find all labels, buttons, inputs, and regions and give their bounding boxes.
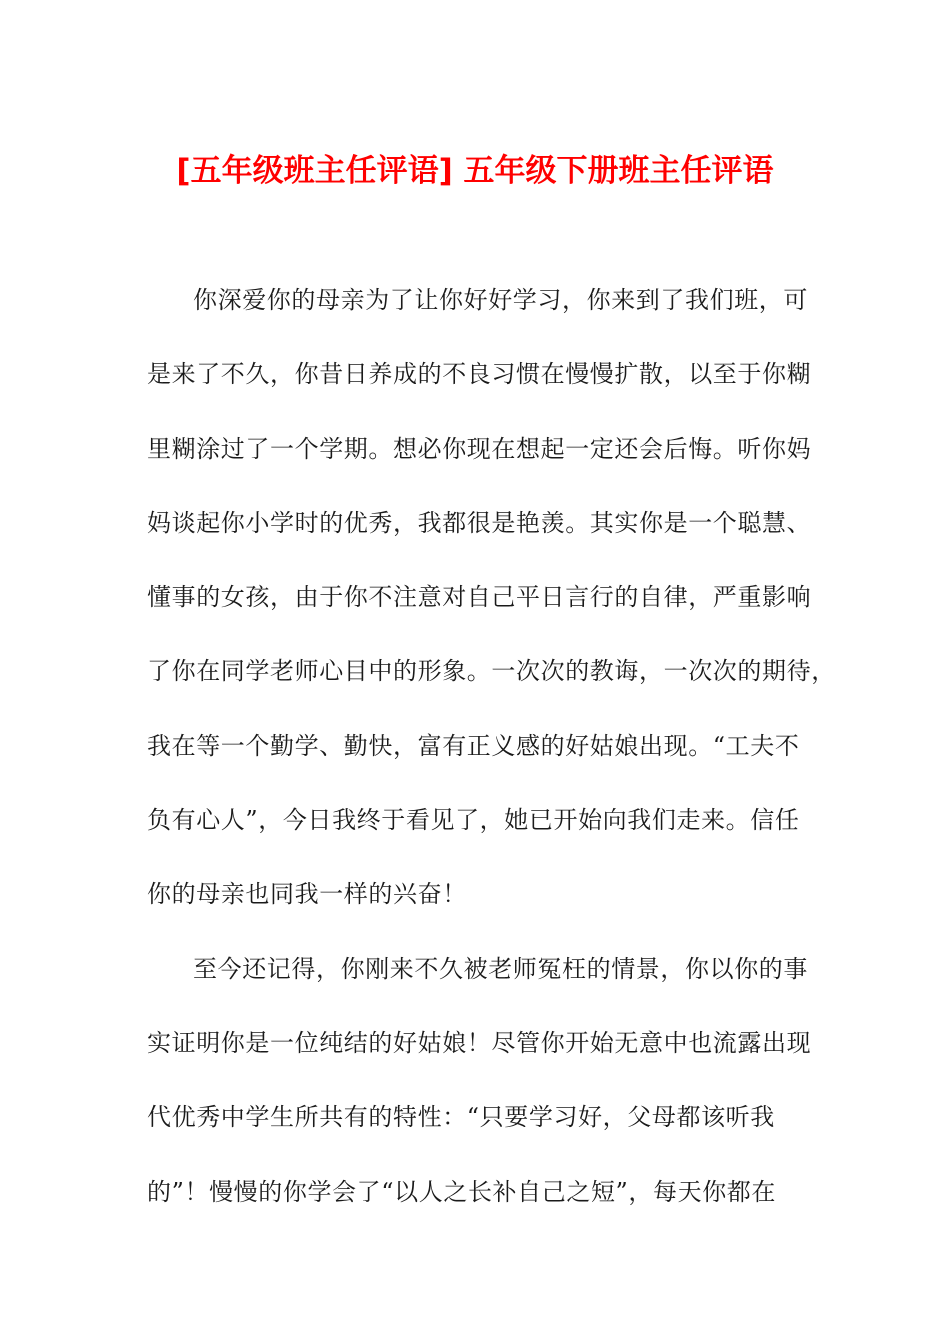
- document-body: [147, 280, 836, 1246]
- paragraph-2-line-2: 实证明你是一位纯结的好姑娘！尽管你开始无意中也流露出现: [147, 1028, 812, 1057]
- paragraph-1-line-6: 了你在同学老师心目中的形象。一次次的教诲，一次次的期待，: [147, 657, 836, 686]
- paragraph-2-line-4: 的”！慢慢的你学会了“以人之长补自己之短”，每天你都在: [147, 1177, 777, 1206]
- paragraph-1-line-7: 我在等一个勤学、勤快，富有正义感的好姑娘出现。“工夫不: [147, 731, 800, 760]
- paragraph-1-line-5: 懂事的女孩，由于你不注意对自己平日言行的自律，严重影响: [147, 583, 812, 612]
- paragraph-1-line-2: 是来了不久，你昔日养成的不良习惯在慢慢扩散，以至于你糊: [147, 360, 812, 389]
- paragraph-1-line-8: 负有心人”，今日我终于看见了，她已开始向我们走来。信任: [147, 806, 800, 835]
- paragraph-1-line-1: 你深爱你的母亲为了让你好好学习，你来到了我们班，可: [193, 286, 808, 314]
- document-title: [五年级班主任评语] 五年级下册班主任评语: [176, 153, 774, 189]
- paragraph-1-line-4: 妈谈起你小学时的优秀，我都很是艳羡。其实你是一个聪慧、: [147, 508, 812, 537]
- paragraph-2-line-3: 代优秀中学生所共有的特性：“只要学习好，父母都该听我: [147, 1103, 775, 1132]
- paragraph-2-line-1: 至今还记得，你刚来不久被老师冤枉的情景，你以你的事: [193, 954, 808, 983]
- paragraph-1-line-9: 你的母亲也同我一样的兴奋！: [147, 880, 467, 909]
- paragraph-1-line-3: 里糊涂过了一个学期。想必你现在想起一定还会后悔。听你妈: [147, 434, 812, 463]
